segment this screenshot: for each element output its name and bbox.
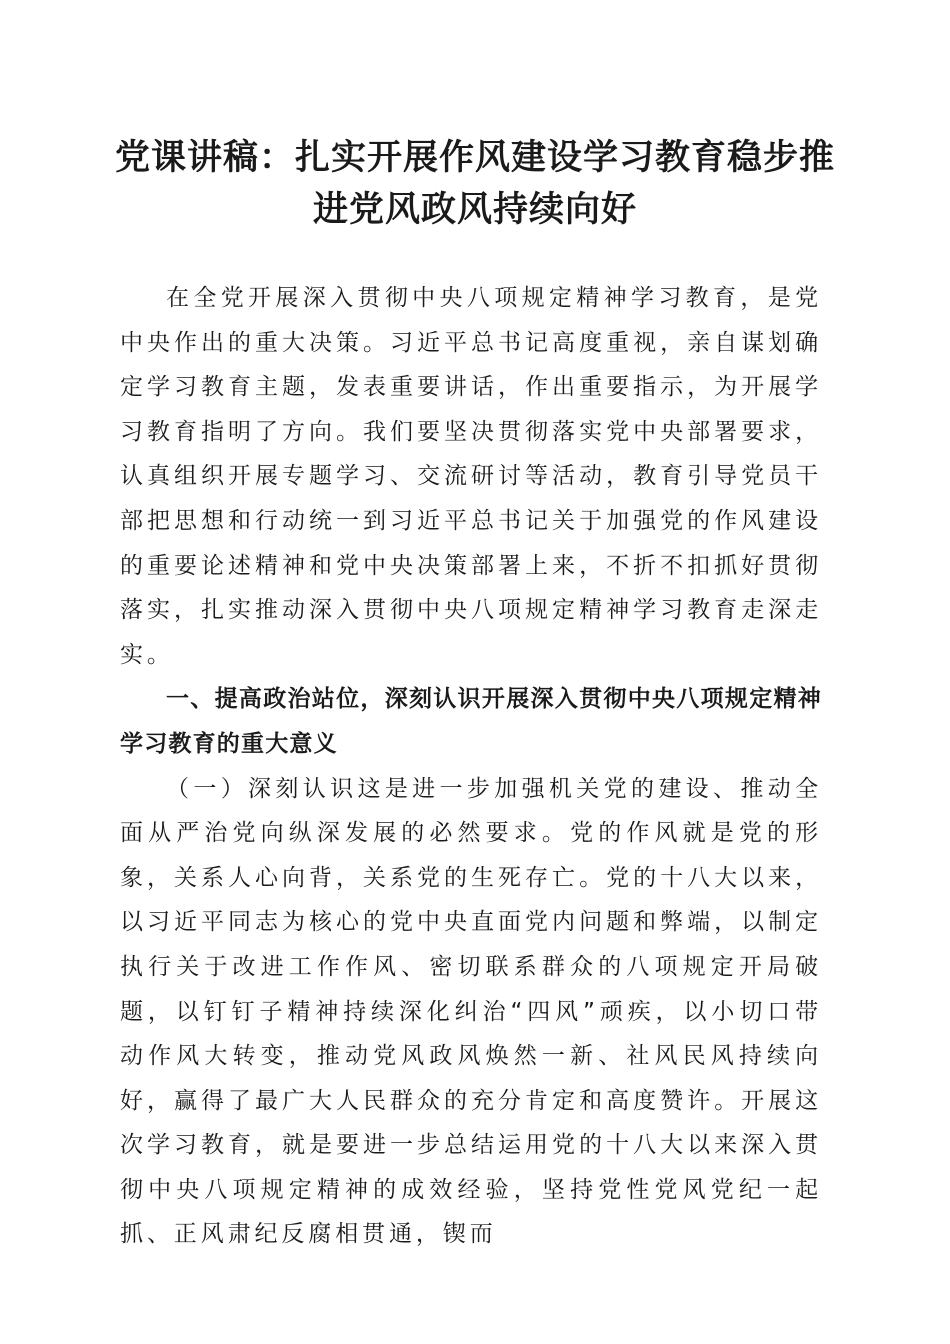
intro-paragraph: 在全党开展深入贯彻中央八项规定精神学习教育，是党中央作出的重大决策。习近平总书记高度重视，亲自谋划确定学习教育主题，发表重要讲话，作出重要指示，为开展学习教育指明了方向。我们要坚决贯彻落实党中央部署要求，认真组织开展专题学习、交流研讨等活动，教育引导党员干部把思想和行动统一到习近平总书记关于加强党的作风建设的重要论述精神和党中央决策部署上来，不折不扣抓好贯彻落实，扎实推动深入贯彻中央八项规定精神学习教育走深走实。 (120, 285, 822, 668)
subsection-paragraph-1 (120, 767, 822, 1258)
section-heading-1: 一、提高政治站位，深刻认识开展深入贯彻中央八项规定精神学习教育的重大意义 (120, 686, 822, 757)
title-line-2: 进党风政风持续向好 (312, 189, 637, 230)
subsection-text-1: 党的作风就是党的形象，关系人心向背，关系党的生死存亡。党的十八大以来，以习近平同志为核心的党中央直面党内问题和弊端，以制定执行关于改进工作作风、密切联系群众的八项规定开局破题，以钉钉子精神持续深化纠治“四风”顽疾，以小切口带动作风大转变，推动党风政风焕然一新、社风民风持续向好，赢得了最广大人民群众的充分肯定和高度赞许。开展这次学习教育，就是要进一步总结运用党的十八大以来深入贯彻中央八项规定精神的成效经验，坚持党性党风党纪一起抓、正风肃纪反腐相贯通，锲而 (120, 820, 822, 1248)
document-body (120, 276, 822, 1257)
title-line-1: 党课讲稿：扎实开展作风建设学习教育稳步推 (114, 137, 835, 178)
subsection-label-1: （一）深刻认识这是进一步加强机关党的建设、推动全面从严治党向纵深发展的必然要求。 (120, 775, 822, 847)
document-title (110, 132, 840, 236)
